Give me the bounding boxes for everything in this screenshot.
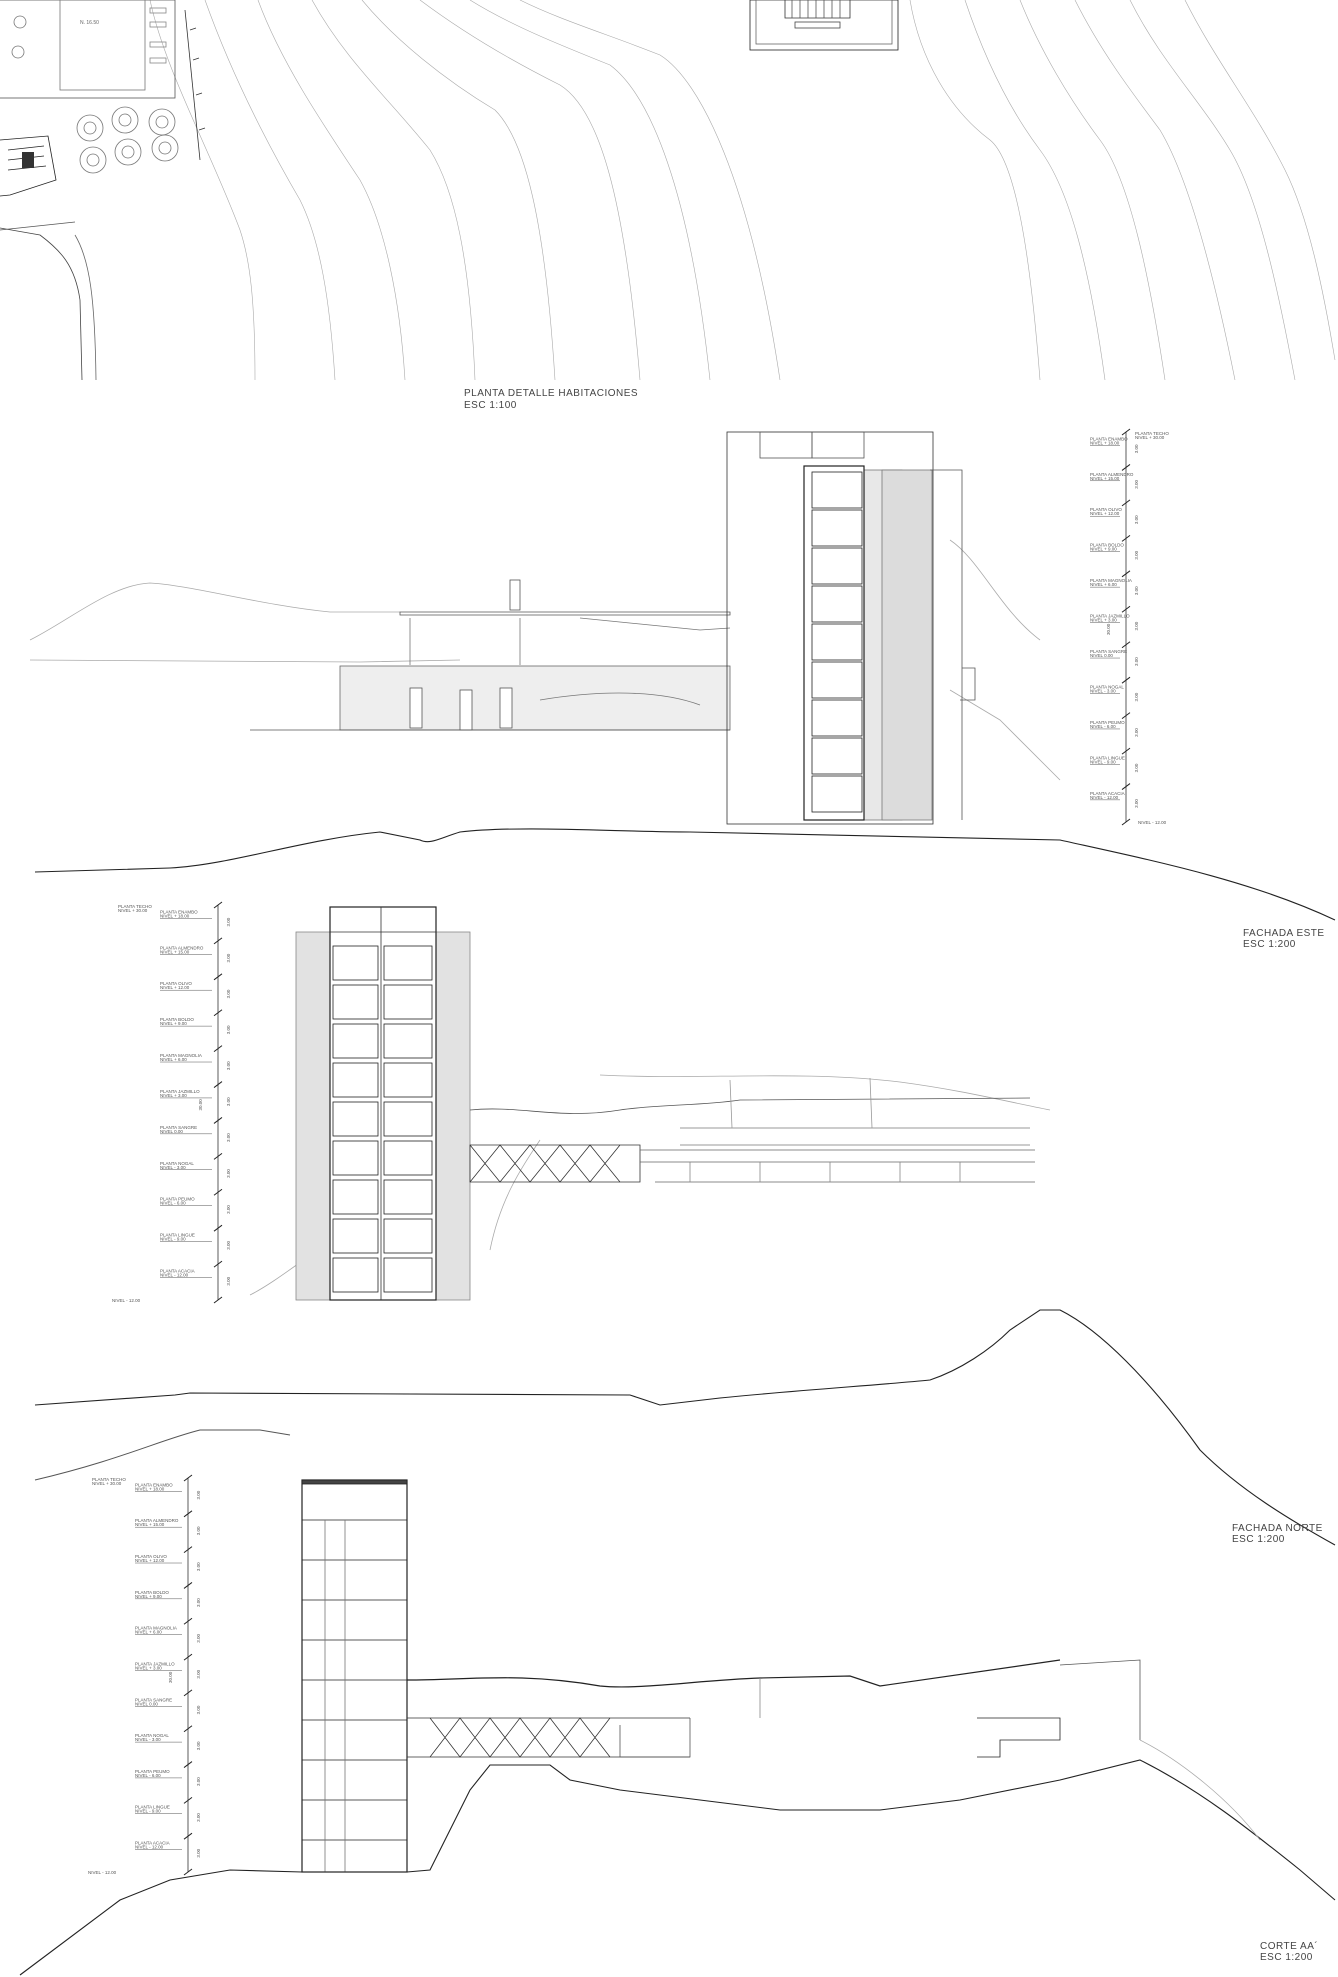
level-nivel: NIVEL + 3.00: [160, 1092, 187, 1098]
building-plan-fragment: [0, 136, 56, 196]
dimension-step: 3.00: [1134, 444, 1139, 454]
level-name: PLANTA ACACIA: [160, 1268, 195, 1274]
dimension-step: 3.00: [226, 1205, 231, 1214]
roof-level-name: PLANTA TECHO: [92, 1477, 126, 1482]
este-pavilion: [250, 580, 730, 730]
level-name: PLANTA SANGRE: [1090, 649, 1128, 655]
corte-bridge: [407, 1660, 1140, 1757]
level-name: PLANTA ALMENDRO: [135, 1518, 179, 1524]
level-nivel: NIVEL - 3.00: [135, 1737, 161, 1743]
dimension-step: 3.00: [1134, 692, 1139, 702]
dimension-step: 3.00: [196, 1848, 201, 1858]
level-name: PLANTA LINGUE: [160, 1232, 195, 1238]
roof-level-nivel: NIVEL + 30.00: [118, 908, 148, 913]
norte-level-column: [112, 902, 231, 1303]
level-nivel: NIVEL + 12.00: [160, 985, 190, 991]
roof-level-nivel: NIVEL + 30.00: [1135, 435, 1165, 440]
level-name: PLANTA JAZMILLO: [1090, 613, 1130, 619]
roof-level-name: PLANTA TECHO: [118, 904, 152, 909]
level-nivel: NIVEL - 12.00: [1090, 794, 1119, 800]
level-nivel: NIVEL 0.00: [135, 1701, 158, 1707]
este-level-column: [1090, 429, 1169, 825]
level-nivel: NIVEL - 9.00: [1090, 759, 1116, 765]
level-name: PLANTA JAZMILLO: [160, 1088, 200, 1094]
dimension-step: 3.00: [196, 1669, 201, 1679]
base-level: NIVEL - 12.00: [88, 1870, 117, 1875]
dimension-step: 3.00: [226, 953, 231, 963]
dimension-step: 3.00: [196, 1741, 201, 1751]
dimension-step: 3.00: [226, 917, 231, 927]
base-level: NIVEL - 12.00: [112, 1298, 141, 1303]
level-nivel: NIVEL - 12.00: [160, 1272, 189, 1278]
dimension-step: 3.00: [1134, 586, 1139, 596]
dimension-step: 3.00: [196, 1562, 201, 1572]
level-name: PLANTA OLIVO: [135, 1554, 167, 1560]
dimension-step: 3.00: [226, 1097, 231, 1107]
level-nivel: NIVEL - 3.00: [160, 1164, 186, 1170]
dimension-step: 3.00: [226, 1133, 231, 1142]
level-name: PLANTA BOLDO: [160, 1017, 194, 1023]
dimension-total: 30.00: [1106, 623, 1111, 635]
dimension-step: 3.00: [196, 1633, 201, 1643]
level-name: PLANTA OLIVO: [160, 981, 192, 987]
tower-plan-top: [750, 0, 898, 50]
level-name: PLANTA ENAMBO: [1090, 436, 1128, 442]
level-name: PLANTA LINGUE: [1090, 755, 1125, 761]
level-nivel: NIVEL 0.00: [160, 1128, 183, 1134]
level-name: PLANTA PEUMO: [160, 1196, 195, 1202]
level-nivel: NIVEL - 12.00: [135, 1844, 164, 1850]
norte-tower: [296, 907, 470, 1300]
dimension-step: 3.00: [196, 1777, 201, 1787]
level-nivel: NIVEL + 18.00: [1090, 440, 1120, 446]
level-nivel: NIVEL + 15.00: [160, 949, 190, 955]
dimension-step: 3.00: [1134, 621, 1139, 631]
level-nivel: NIVEL + 15.00: [1090, 475, 1120, 481]
level-nivel: NIVEL + 6.00: [160, 1057, 187, 1063]
level-nivel: NIVEL + 3.00: [135, 1665, 162, 1671]
level-nivel: NIVEL + 12.00: [135, 1558, 165, 1564]
level-name: PLANTA MAGNOLIA: [160, 1053, 202, 1059]
corte-aa-scale: ESC 1:200: [1260, 1952, 1313, 1963]
level-name: PLANTA SANGRE: [135, 1697, 173, 1703]
level-nivel: NIVEL - 9.00: [135, 1808, 161, 1814]
corte-aa-title: CORTE AA´: [1260, 1941, 1319, 1952]
planta-title: PLANTA DETALLE HABITACIONES: [464, 388, 639, 399]
level-name: PLANTA ACACIA: [135, 1840, 170, 1846]
dining-tables: [77, 107, 178, 173]
dimension-step: 3.00: [1134, 479, 1139, 489]
level-name: PLANTA NOGAL: [1090, 684, 1124, 690]
level-name: PLANTA MAGNOLIA: [135, 1625, 177, 1631]
contour-lines: [150, 0, 1335, 380]
level-nivel: NIVEL - 9.00: [160, 1236, 186, 1242]
fachada-este-title: FACHADA ESTE: [1243, 928, 1325, 939]
level-nivel: NIVEL 0.00: [1090, 653, 1113, 659]
dimension-step: 3.00: [196, 1598, 201, 1607]
site-plan: [0, 0, 1335, 380]
dimension-step: 3.00: [226, 989, 231, 999]
dimension-total: 30.00: [168, 1671, 173, 1683]
site-level-note: N. 16.50: [80, 20, 99, 26]
dimension-step: 3.00: [196, 1490, 201, 1500]
level-name: PLANTA ACACIA: [1090, 790, 1125, 796]
fachada-norte-scale: ESC 1:200: [1232, 1534, 1285, 1545]
dimension-step: 3.00: [226, 1061, 231, 1071]
dimension-step: 3.00: [1134, 763, 1139, 773]
level-nivel: NIVEL + 6.00: [135, 1629, 162, 1635]
dimension-step: 3.00: [226, 1169, 231, 1178]
level-name: PLANTA NOGAL: [135, 1733, 169, 1739]
dimension-step: 3.00: [226, 1025, 231, 1035]
fachada-este-scale: ESC 1:200: [1243, 939, 1296, 950]
dimension-step: 3.00: [1134, 728, 1139, 737]
dimension-step: 3.00: [1134, 550, 1139, 560]
level-nivel: NIVEL + 3.00: [1090, 617, 1117, 623]
level-name: PLANTA NOGAL: [160, 1160, 194, 1166]
level-nivel: NIVEL + 6.00: [1090, 582, 1117, 588]
level-name: PLANTA JAZMILLO: [135, 1661, 175, 1667]
level-name: PLANTA BOLDO: [135, 1589, 169, 1595]
level-nivel: NIVEL - 3.00: [1090, 688, 1116, 694]
roof-level-nivel: NIVEL + 30.00: [92, 1481, 122, 1486]
dimension-total: 30.00: [198, 1099, 203, 1111]
level-name: PLANTA MAGNOLIA: [1090, 578, 1132, 584]
dimension-step: 3.00: [226, 1276, 231, 1286]
dimension-step: 3.00: [196, 1526, 201, 1536]
base-level: NIVEL - 12.00: [1138, 820, 1167, 825]
level-name: PLANTA BOLDO: [1090, 542, 1124, 548]
dimension-step: 3.00: [196, 1705, 201, 1715]
norte-bridge: [470, 1078, 1035, 1182]
level-nivel: NIVEL + 9.00: [1090, 546, 1117, 552]
corte-level-column: [88, 1475, 201, 1875]
level-name: PLANTA LINGUE: [135, 1804, 170, 1810]
level-nivel: NIVEL + 9.00: [160, 1021, 187, 1027]
corte-tower: [302, 1480, 407, 1872]
level-name: PLANTA ENAMBO: [135, 1482, 173, 1488]
level-name: PLANTA ALMENDRO: [160, 945, 204, 951]
fachada-norte-drawing: [35, 902, 1335, 1545]
level-nivel: NIVEL - 6.00: [160, 1200, 186, 1206]
dimension-step: 3.00: [1134, 799, 1139, 808]
level-name: PLANTA PEUMO: [1090, 719, 1125, 725]
dimension-step: 3.00: [1134, 657, 1139, 666]
level-nivel: NIVEL + 9.00: [135, 1593, 162, 1599]
level-name: PLANTA ALMENDRO: [1090, 471, 1134, 477]
level-nivel: NIVEL - 6.00: [135, 1772, 161, 1778]
fachada-norte-title: FACHADA NORTE: [1232, 1523, 1323, 1534]
level-name: PLANTA PEUMO: [135, 1768, 170, 1774]
level-name: PLANTA ENAMBO: [160, 909, 198, 915]
corte-aa-drawing: [20, 1430, 1335, 1975]
dimension-step: 3.00: [226, 1240, 231, 1250]
roof-level-name: PLANTA TECHO: [1135, 431, 1169, 436]
level-nivel: NIVEL + 18.00: [135, 1486, 165, 1492]
dimension-step: 3.00: [1134, 515, 1139, 525]
level-nivel: NIVEL + 18.00: [160, 913, 190, 919]
este-tower: [727, 432, 975, 824]
level-name: PLANTA SANGRE: [160, 1124, 198, 1130]
level-nivel: NIVEL + 15.00: [135, 1522, 165, 1528]
fachada-este-drawing: [30, 429, 1335, 920]
level-name: PLANTA OLIVO: [1090, 507, 1122, 513]
level-nivel: NIVEL + 12.00: [1090, 511, 1120, 517]
planta-scale: ESC 1:100: [464, 400, 517, 411]
dimension-step: 3.00: [196, 1813, 201, 1822]
level-nivel: NIVEL - 6.00: [1090, 723, 1116, 729]
